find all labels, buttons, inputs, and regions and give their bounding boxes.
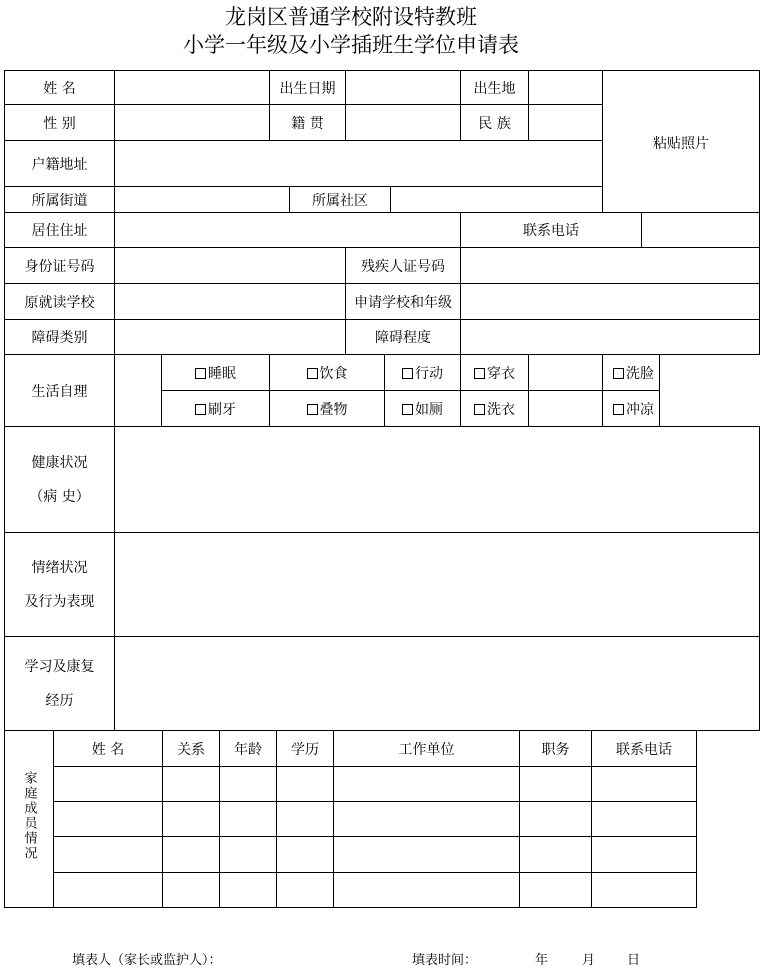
birth-place-field[interactable] xyxy=(529,71,603,105)
street-label: 所属街道 xyxy=(5,187,115,213)
rehab-label: 学习及康复 经历 xyxy=(5,637,115,731)
checkbox-brush-teeth[interactable]: 刷牙 xyxy=(162,391,270,427)
form-title-line2: 小学一年级及小学插班生学位申请表 xyxy=(183,33,519,57)
ethnicity-label: 民 族 xyxy=(461,105,529,141)
name-label: 姓 名 xyxy=(5,71,115,105)
emotion-field[interactable] xyxy=(115,533,760,637)
application-form-table xyxy=(4,70,760,731)
disability-degree-field[interactable] xyxy=(461,320,760,355)
filler-label: 填表人（家长或监护人）： xyxy=(72,953,222,968)
checkbox-wash-face[interactable]: 洗脸 xyxy=(603,355,660,391)
checkbox-fold[interactable]: 叠物 xyxy=(270,391,385,427)
checkbox-icon[interactable] xyxy=(474,404,485,415)
checkbox-shower[interactable]: 冲凉 xyxy=(603,391,660,427)
family-cell[interactable] xyxy=(334,837,520,873)
self-care-gap xyxy=(529,355,603,391)
form-title-line1: 龙岗区普通学校附设特教班 xyxy=(225,5,477,29)
native-place-label: 籍 贯 xyxy=(270,105,346,141)
family-cell[interactable] xyxy=(334,873,520,908)
checkbox-icon[interactable] xyxy=(402,368,413,379)
family-cell[interactable] xyxy=(277,873,334,908)
checkbox-move[interactable]: 行动 xyxy=(385,355,461,391)
checkbox-toilet[interactable]: 如厕 xyxy=(385,391,461,427)
table-row xyxy=(5,873,697,908)
family-cell[interactable] xyxy=(220,837,277,873)
checkbox-eat[interactable]: 饮食 xyxy=(270,355,385,391)
checkbox-laundry[interactable]: 洗衣 xyxy=(461,391,529,427)
family-header-name: 姓 名 xyxy=(54,731,163,767)
month-label: 月 xyxy=(582,953,596,968)
birth-place-label: 出生地 xyxy=(461,71,529,105)
family-label: 家庭成员情况 xyxy=(5,731,54,908)
family-cell[interactable] xyxy=(592,802,697,837)
apply-school-grade-field[interactable] xyxy=(461,284,760,320)
disability-cert-label: 残疾人证号码 xyxy=(346,248,461,284)
table-row xyxy=(5,837,697,873)
family-header-education: 学历 xyxy=(277,731,334,767)
year-label: 年 xyxy=(535,953,549,968)
gender-label: 性 别 xyxy=(5,105,115,141)
native-place-field[interactable] xyxy=(346,105,461,141)
health-field[interactable] xyxy=(115,427,760,533)
prev-school-field[interactable] xyxy=(115,284,346,320)
family-cell[interactable] xyxy=(163,837,220,873)
checkbox-icon[interactable] xyxy=(474,368,485,379)
phone-field[interactable] xyxy=(642,213,760,248)
family-cell[interactable] xyxy=(163,802,220,837)
family-cell[interactable] xyxy=(520,873,592,908)
family-cell[interactable] xyxy=(592,873,697,908)
family-cell[interactable] xyxy=(334,767,520,802)
self-care-spacer xyxy=(115,355,162,427)
table-row xyxy=(5,767,697,802)
family-header-relation: 关系 xyxy=(163,731,220,767)
family-cell[interactable] xyxy=(277,767,334,802)
self-care-gap xyxy=(529,391,603,427)
checkbox-icon[interactable] xyxy=(195,404,206,415)
hukou-address-field[interactable] xyxy=(115,141,603,187)
family-cell[interactable] xyxy=(520,802,592,837)
day-label: 日 xyxy=(627,953,641,968)
id-number-field[interactable] xyxy=(115,248,346,284)
family-cell[interactable] xyxy=(54,767,163,802)
residence-label: 居住住址 xyxy=(5,213,115,248)
disability-type-label: 障碍类别 xyxy=(5,320,115,355)
family-cell[interactable] xyxy=(163,873,220,908)
checkbox-icon[interactable] xyxy=(613,404,624,415)
birth-date-label: 出生日期 xyxy=(270,71,346,105)
family-header-workplace: 工作单位 xyxy=(334,731,520,767)
family-header-position: 职务 xyxy=(520,731,592,767)
disability-degree-label: 障碍程度 xyxy=(346,320,461,355)
birth-date-field[interactable] xyxy=(346,71,461,105)
table-row xyxy=(5,802,697,837)
ethnicity-field[interactable] xyxy=(529,105,603,141)
family-members-table xyxy=(4,730,697,908)
checkbox-icon[interactable] xyxy=(402,404,413,415)
family-cell[interactable] xyxy=(54,802,163,837)
checkbox-icon[interactable] xyxy=(195,368,206,379)
family-header-phone: 联系电话 xyxy=(592,731,697,767)
phone-label: 联系电话 xyxy=(461,213,642,248)
gender-field[interactable] xyxy=(115,105,270,141)
checkbox-icon[interactable] xyxy=(613,368,624,379)
checkbox-icon[interactable] xyxy=(307,404,318,415)
checkbox-sleep[interactable]: 睡眠 xyxy=(162,355,270,391)
photo-area[interactable]: 粘贴照片 xyxy=(603,71,760,213)
family-cell[interactable] xyxy=(592,767,697,802)
id-number-label: 身份证号码 xyxy=(5,248,115,284)
emotion-label: 情绪状况 及行为表现 xyxy=(5,533,115,637)
rehab-field[interactable] xyxy=(115,637,760,731)
family-cell[interactable] xyxy=(220,873,277,908)
hukou-address-label: 户籍地址 xyxy=(5,141,115,187)
disability-type-field[interactable] xyxy=(115,320,346,355)
family-cell[interactable] xyxy=(334,802,520,837)
family-cell[interactable] xyxy=(520,837,592,873)
family-cell[interactable] xyxy=(220,802,277,837)
family-cell[interactable] xyxy=(277,802,334,837)
family-cell[interactable] xyxy=(54,837,163,873)
family-cell[interactable] xyxy=(277,837,334,873)
street-field[interactable] xyxy=(115,187,290,213)
family-header-age: 年龄 xyxy=(220,731,277,767)
fill-time-label: 填表时间： xyxy=(412,953,478,968)
checkbox-icon[interactable] xyxy=(307,368,318,379)
family-cell[interactable] xyxy=(520,767,592,802)
disability-cert-field[interactable] xyxy=(461,248,760,284)
apply-school-grade-label: 申请学校和年级 xyxy=(346,284,461,320)
family-cell[interactable] xyxy=(220,767,277,802)
family-cell[interactable] xyxy=(54,873,163,908)
checkbox-dress[interactable]: 穿衣 xyxy=(461,355,529,391)
self-care-label: 生活自理 xyxy=(5,355,115,427)
community-field[interactable] xyxy=(391,187,603,213)
name-field[interactable] xyxy=(115,71,270,105)
family-cell[interactable] xyxy=(163,767,220,802)
residence-field[interactable] xyxy=(115,213,461,248)
prev-school-label: 原就读学校 xyxy=(5,284,115,320)
family-cell[interactable] xyxy=(592,837,697,873)
community-label: 所属社区 xyxy=(290,187,391,213)
health-label: 健康状况 （病 史） xyxy=(5,427,115,533)
